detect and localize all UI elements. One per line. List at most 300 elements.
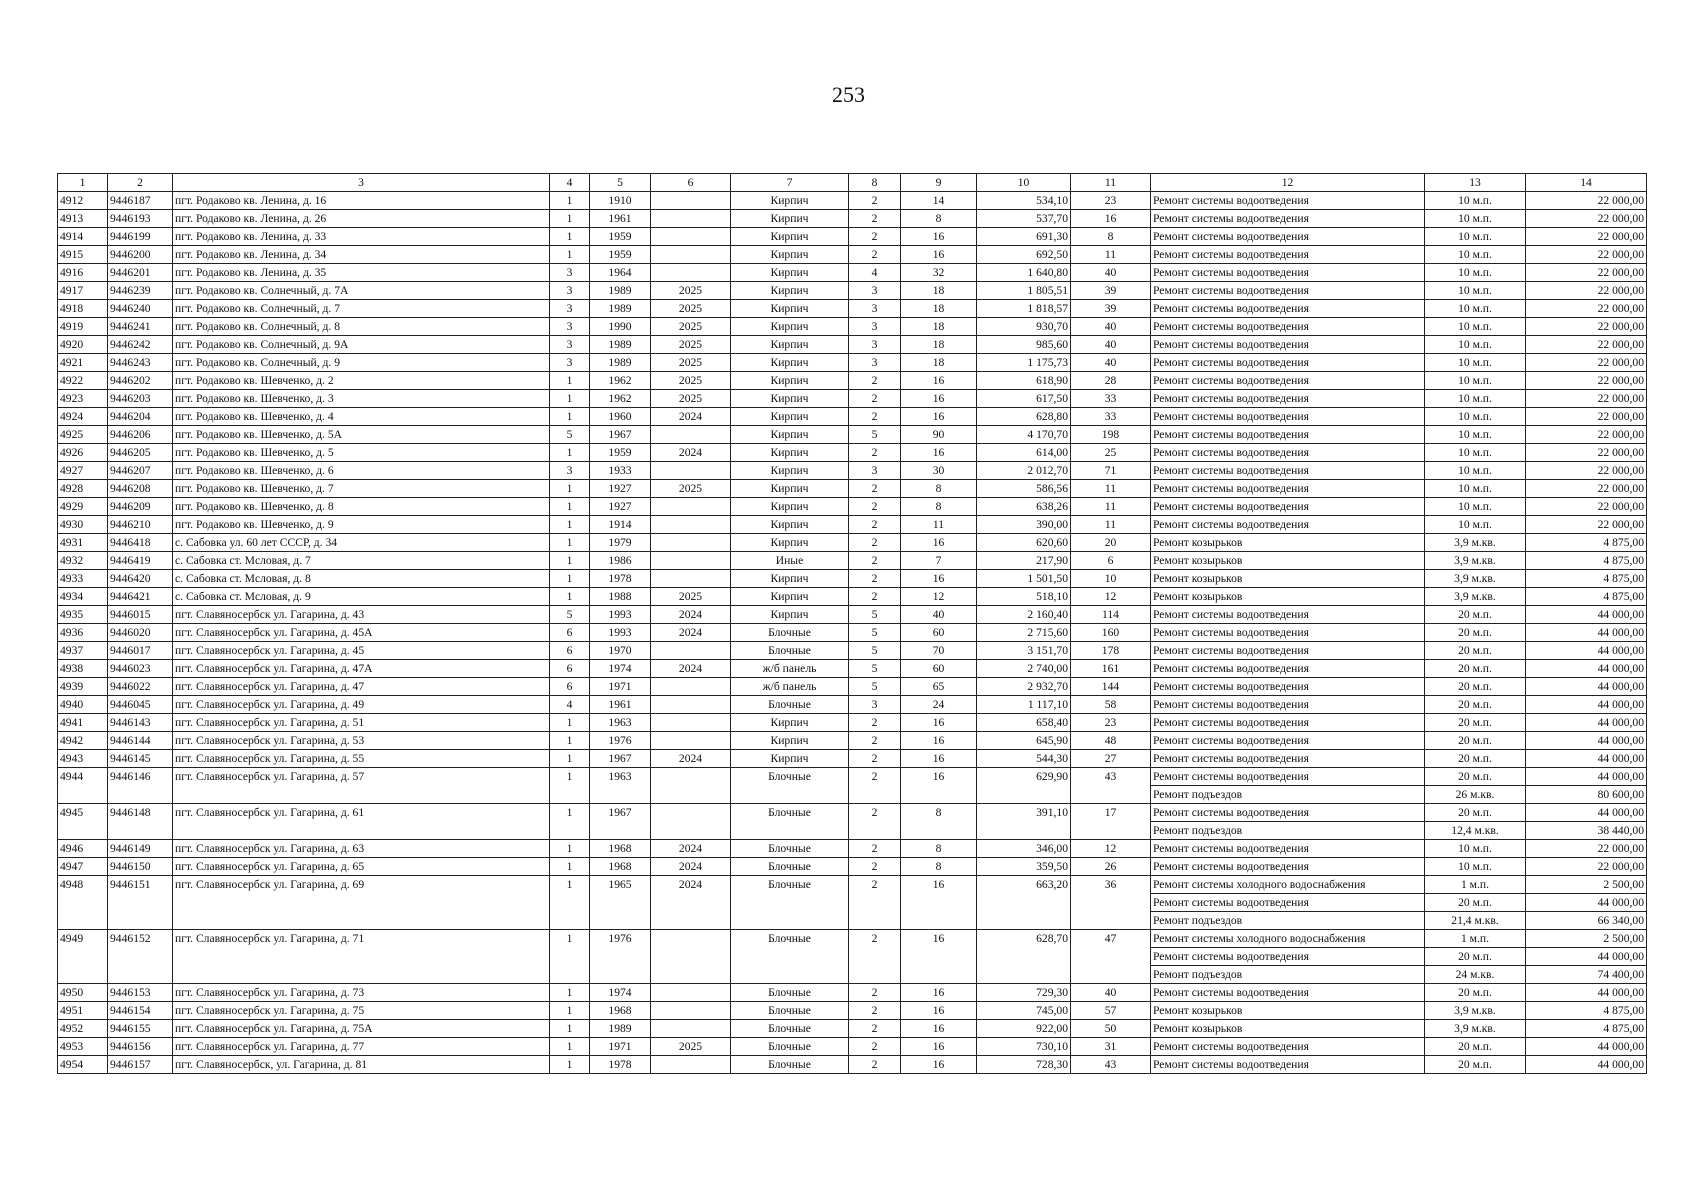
col6-cell	[651, 732, 731, 750]
work-name-cell: Ремонт системы водоотведения	[1151, 408, 1425, 426]
area-cell: 346,00	[977, 840, 1071, 858]
col11-cell: 40	[1071, 318, 1151, 336]
building-id-cell: 9446045	[108, 696, 173, 714]
work-name-cell: Ремонт системы водоотведения	[1151, 300, 1425, 318]
col8-cell: 5	[849, 426, 901, 444]
work-name-cell: Ремонт подъездов	[1151, 786, 1425, 804]
table-row	[58, 264, 1647, 282]
work-volume-cell: 20 м.п.	[1425, 804, 1526, 822]
building-id-cell: 9446017	[108, 642, 173, 660]
address-cell: пгт. Родаково кв. Солнечный, д. 9А	[173, 336, 550, 354]
col6-cell	[651, 462, 731, 480]
address-cell: пгт. Родаково кв. Шевченко, д. 4	[173, 408, 550, 426]
wall-material-cell: Кирпич	[731, 264, 849, 282]
col11-cell: 48	[1071, 732, 1151, 750]
work-name-cell: Ремонт системы водоотведения	[1151, 318, 1425, 336]
area-cell: 1 175,73	[977, 354, 1071, 372]
table-body	[58, 192, 1647, 1074]
col5-cell: 1971	[590, 1038, 651, 1056]
row-number-cell: 4924	[58, 408, 108, 426]
area-cell: 628,70	[977, 930, 1071, 984]
col8-cell: 2	[849, 732, 901, 750]
col9-cell: 60	[901, 660, 977, 678]
work-volume-cell: 20 м.п.	[1425, 948, 1526, 966]
col6-cell	[651, 930, 731, 984]
col11-cell: 26	[1071, 858, 1151, 876]
col11-cell: 39	[1071, 300, 1151, 318]
col9-cell: 16	[901, 984, 977, 1002]
col5-cell: 1967	[590, 750, 651, 768]
wall-material-cell: Кирпич	[731, 408, 849, 426]
wall-material-cell: Блочные	[731, 840, 849, 858]
col9-cell: 8	[901, 858, 977, 876]
column-number-header: 11	[1071, 174, 1151, 192]
work-volume-cell: 1 м.п.	[1425, 876, 1526, 894]
wall-material-cell: Кирпич	[731, 444, 849, 462]
col6-cell: 2025	[651, 336, 731, 354]
address-cell: с. Сабовка ст. Мсловая, д. 9	[173, 588, 550, 606]
col6-cell: 2025	[651, 588, 731, 606]
row-number-cell: 4949	[58, 930, 108, 984]
work-volume-cell: 20 м.п.	[1425, 696, 1526, 714]
row-number-cell: 4944	[58, 768, 108, 804]
work-volume-cell: 12,4 м.кв.	[1425, 822, 1526, 840]
work-cost-cell: 44 000,00	[1526, 1038, 1647, 1056]
work-name-cell: Ремонт системы водоотведения	[1151, 642, 1425, 660]
row-number-cell: 4920	[58, 336, 108, 354]
col9-cell: 18	[901, 354, 977, 372]
col8-cell: 3	[849, 462, 901, 480]
building-id-cell: 9446146	[108, 768, 173, 804]
col11-cell: 25	[1071, 444, 1151, 462]
building-id-cell: 9446239	[108, 282, 173, 300]
col11-cell: 36	[1071, 876, 1151, 930]
col6-cell	[651, 984, 731, 1002]
wall-material-cell: Кирпич	[731, 570, 849, 588]
wall-material-cell: ж/б панель	[731, 660, 849, 678]
col9-cell: 16	[901, 1020, 977, 1038]
col11-cell: 20	[1071, 534, 1151, 552]
row-number-cell: 4951	[58, 1002, 108, 1020]
table-row	[58, 372, 1647, 390]
work-cost-cell: 44 000,00	[1526, 984, 1647, 1002]
address-cell: пгт. Славяносербск ул. Гагарина, д. 45	[173, 642, 550, 660]
table-row	[58, 696, 1647, 714]
address-cell: пгт. Славяносербск ул. Гагарина, д. 53	[173, 732, 550, 750]
col5-cell: 1967	[590, 804, 651, 840]
col6-cell: 2024	[651, 444, 731, 462]
col8-cell: 3	[849, 696, 901, 714]
wall-material-cell: Блочные	[731, 804, 849, 840]
area-cell: 2 012,70	[977, 462, 1071, 480]
area-cell: 629,90	[977, 768, 1071, 804]
col4-cell: 1	[550, 480, 590, 498]
address-cell: пгт. Родаково кв. Солнечный, д. 9	[173, 354, 550, 372]
col9-cell: 18	[901, 282, 977, 300]
building-id-cell: 9446020	[108, 624, 173, 642]
col4-cell: 3	[550, 264, 590, 282]
col11-cell: 114	[1071, 606, 1151, 624]
col8-cell: 5	[849, 606, 901, 624]
col9-cell: 16	[901, 408, 977, 426]
work-cost-cell: 66 340,00	[1526, 912, 1647, 930]
col5-cell: 1964	[590, 264, 651, 282]
col4-cell: 6	[550, 642, 590, 660]
building-id-cell: 9446143	[108, 714, 173, 732]
area-cell: 544,30	[977, 750, 1071, 768]
work-volume-cell: 10 м.п.	[1425, 336, 1526, 354]
col9-cell: 8	[901, 498, 977, 516]
wall-material-cell: Кирпич	[731, 210, 849, 228]
wall-material-cell: Блочные	[731, 1038, 849, 1056]
work-cost-cell: 2 500,00	[1526, 876, 1647, 894]
col8-cell: 5	[849, 642, 901, 660]
work-volume-cell: 10 м.п.	[1425, 444, 1526, 462]
row-number-cell: 4923	[58, 390, 108, 408]
col8-cell: 2	[849, 930, 901, 984]
wall-material-cell: Блочные	[731, 858, 849, 876]
building-id-cell: 9446202	[108, 372, 173, 390]
building-id-cell: 9446200	[108, 246, 173, 264]
wall-material-cell: Блочные	[731, 696, 849, 714]
column-number-header-row	[58, 174, 1647, 192]
col6-cell: 2024	[651, 408, 731, 426]
col4-cell: 1	[550, 516, 590, 534]
work-name-cell: Ремонт системы водоотведения	[1151, 624, 1425, 642]
col6-cell: 2025	[651, 318, 731, 336]
row-number-cell: 4945	[58, 804, 108, 840]
col8-cell: 2	[849, 516, 901, 534]
work-volume-cell: 20 м.п.	[1425, 1056, 1526, 1074]
building-id-cell: 9446153	[108, 984, 173, 1002]
table-row	[58, 228, 1647, 246]
table-row	[58, 210, 1647, 228]
table-row	[58, 768, 1647, 786]
work-cost-cell: 44 000,00	[1526, 750, 1647, 768]
row-number-cell: 4941	[58, 714, 108, 732]
area-cell: 1 117,10	[977, 696, 1071, 714]
wall-material-cell: Кирпич	[731, 750, 849, 768]
row-number-cell: 4918	[58, 300, 108, 318]
col5-cell: 1927	[590, 480, 651, 498]
column-number-header: 1	[58, 174, 108, 192]
work-cost-cell: 44 000,00	[1526, 1056, 1647, 1074]
col8-cell: 2	[849, 552, 901, 570]
col4-cell: 1	[550, 390, 590, 408]
work-cost-cell: 22 000,00	[1526, 354, 1647, 372]
work-name-cell: Ремонт системы водоотведения	[1151, 354, 1425, 372]
work-name-cell: Ремонт системы холодного водоснабжения	[1151, 876, 1425, 894]
col4-cell: 1	[550, 192, 590, 210]
building-id-cell: 9446151	[108, 876, 173, 930]
work-name-cell: Ремонт системы водоотведения	[1151, 210, 1425, 228]
row-number-cell: 4929	[58, 498, 108, 516]
col11-cell: 12	[1071, 588, 1151, 606]
col4-cell: 1	[550, 1002, 590, 1020]
wall-material-cell: Кирпич	[731, 516, 849, 534]
work-cost-cell: 4 875,00	[1526, 570, 1647, 588]
wall-material-cell: Иные	[731, 552, 849, 570]
wall-material-cell: Кирпич	[731, 480, 849, 498]
work-cost-cell: 44 000,00	[1526, 606, 1647, 624]
work-volume-cell: 20 м.п.	[1425, 768, 1526, 786]
work-name-cell: Ремонт подъездов	[1151, 966, 1425, 984]
area-cell: 692,50	[977, 246, 1071, 264]
table-row	[58, 858, 1647, 876]
col4-cell: 6	[550, 624, 590, 642]
col5-cell: 1967	[590, 426, 651, 444]
col4-cell: 5	[550, 426, 590, 444]
col4-cell: 1	[550, 768, 590, 804]
table-row	[58, 660, 1647, 678]
col4-cell: 1	[550, 498, 590, 516]
table-row	[58, 534, 1647, 552]
column-number-header: 10	[977, 174, 1071, 192]
work-cost-cell: 22 000,00	[1526, 408, 1647, 426]
col9-cell: 16	[901, 750, 977, 768]
work-name-cell: Ремонт системы водоотведения	[1151, 480, 1425, 498]
col11-cell: 39	[1071, 282, 1151, 300]
row-number-cell: 4928	[58, 480, 108, 498]
area-cell: 930,70	[977, 318, 1071, 336]
col6-cell: 2024	[651, 624, 731, 642]
col5-cell: 1968	[590, 858, 651, 876]
building-id-cell: 9446243	[108, 354, 173, 372]
address-cell: пгт. Родаково кв. Шевченко, д. 6	[173, 462, 550, 480]
work-name-cell: Ремонт козырьков	[1151, 534, 1425, 552]
work-name-cell: Ремонт системы водоотведения	[1151, 516, 1425, 534]
table-row	[58, 606, 1647, 624]
wall-material-cell: Кирпич	[731, 498, 849, 516]
col6-cell: 2025	[651, 354, 731, 372]
col9-cell: 16	[901, 714, 977, 732]
work-name-cell: Ремонт системы водоотведения	[1151, 804, 1425, 822]
table-row	[58, 1056, 1647, 1074]
wall-material-cell: Блочные	[731, 1020, 849, 1038]
col4-cell: 1	[550, 444, 590, 462]
work-name-cell: Ремонт системы водоотведения	[1151, 444, 1425, 462]
col11-cell: 40	[1071, 336, 1151, 354]
work-cost-cell: 22 000,00	[1526, 444, 1647, 462]
col9-cell: 8	[901, 840, 977, 858]
address-cell: пгт. Родаково кв. Шевченко, д. 2	[173, 372, 550, 390]
col6-cell	[651, 246, 731, 264]
work-name-cell: Ремонт системы водоотведения	[1151, 426, 1425, 444]
row-number-cell: 4954	[58, 1056, 108, 1074]
work-name-cell: Ремонт системы водоотведения	[1151, 948, 1425, 966]
col4-cell: 3	[550, 336, 590, 354]
col11-cell: 11	[1071, 516, 1151, 534]
col4-cell: 1	[550, 570, 590, 588]
area-cell: 728,30	[977, 1056, 1071, 1074]
page-number: 253	[832, 82, 865, 107]
building-id-cell: 9446187	[108, 192, 173, 210]
address-cell: пгт. Родаково кв. Шевченко, д. 8	[173, 498, 550, 516]
col9-cell: 16	[901, 732, 977, 750]
work-cost-cell: 22 000,00	[1526, 318, 1647, 336]
table-row	[58, 732, 1647, 750]
column-number-header: 14	[1526, 174, 1647, 192]
building-id-cell: 9446150	[108, 858, 173, 876]
address-cell: пгт. Родаково кв. Шевченко, д. 3	[173, 390, 550, 408]
col6-cell: 2025	[651, 282, 731, 300]
work-volume-cell: 20 м.п.	[1425, 678, 1526, 696]
address-cell: пгт. Славяносербск ул. Гагарина, д. 69	[173, 876, 550, 930]
table-row	[58, 300, 1647, 318]
col5-cell: 1914	[590, 516, 651, 534]
work-name-cell: Ремонт системы водоотведения	[1151, 732, 1425, 750]
table-row	[58, 516, 1647, 534]
work-volume-cell: 3,9 м.кв.	[1425, 552, 1526, 570]
col9-cell: 40	[901, 606, 977, 624]
col5-cell: 1993	[590, 624, 651, 642]
table-row	[58, 246, 1647, 264]
row-number-cell: 4930	[58, 516, 108, 534]
col9-cell: 7	[901, 552, 977, 570]
row-number-cell: 4927	[58, 462, 108, 480]
col5-cell: 1968	[590, 1002, 651, 1020]
area-cell: 1 640,80	[977, 264, 1071, 282]
col5-cell: 1976	[590, 732, 651, 750]
work-cost-cell: 44 000,00	[1526, 660, 1647, 678]
work-volume-cell: 20 м.п.	[1425, 984, 1526, 1002]
col5-cell: 1989	[590, 1020, 651, 1038]
col8-cell: 2	[849, 840, 901, 858]
col6-cell	[651, 228, 731, 246]
col11-cell: 160	[1071, 624, 1151, 642]
work-volume-cell: 20 м.п.	[1425, 606, 1526, 624]
table-row	[58, 750, 1647, 768]
work-cost-cell: 44 000,00	[1526, 948, 1647, 966]
work-volume-cell: 10 м.п.	[1425, 408, 1526, 426]
work-name-cell: Ремонт системы водоотведения	[1151, 1038, 1425, 1056]
table-row	[58, 192, 1647, 210]
work-name-cell: Ремонт системы водоотведения	[1151, 246, 1425, 264]
work-volume-cell: 20 м.п.	[1425, 1038, 1526, 1056]
wall-material-cell: Кирпич	[731, 318, 849, 336]
row-number-cell: 4931	[58, 534, 108, 552]
col6-cell	[651, 264, 731, 282]
work-cost-cell: 22 000,00	[1526, 426, 1647, 444]
work-cost-cell: 22 000,00	[1526, 462, 1647, 480]
col8-cell: 2	[849, 498, 901, 516]
col9-cell: 24	[901, 696, 977, 714]
col4-cell: 3	[550, 318, 590, 336]
work-cost-cell: 22 000,00	[1526, 228, 1647, 246]
col11-cell: 27	[1071, 750, 1151, 768]
wall-material-cell: Кирпич	[731, 282, 849, 300]
table-row	[58, 1038, 1647, 1056]
column-number-header: 4	[550, 174, 590, 192]
work-volume-cell: 3,9 м.кв.	[1425, 570, 1526, 588]
col6-cell	[651, 1020, 731, 1038]
col5-cell: 1971	[590, 678, 651, 696]
col11-cell: 33	[1071, 408, 1151, 426]
work-cost-cell: 44 000,00	[1526, 624, 1647, 642]
work-cost-cell: 44 000,00	[1526, 642, 1647, 660]
table-row	[58, 444, 1647, 462]
area-cell: 1 805,51	[977, 282, 1071, 300]
work-cost-cell: 22 000,00	[1526, 858, 1647, 876]
address-cell: пгт. Родаково кв. Шевченко, д. 7	[173, 480, 550, 498]
col6-cell	[651, 570, 731, 588]
work-volume-cell: 21,4 м.кв.	[1425, 912, 1526, 930]
work-name-cell: Ремонт подъездов	[1151, 822, 1425, 840]
col8-cell: 2	[849, 246, 901, 264]
work-name-cell: Ремонт козырьков	[1151, 570, 1425, 588]
table-row	[58, 498, 1647, 516]
address-cell: пгт. Славяносербск, ул. Гагарина, д. 81	[173, 1056, 550, 1074]
address-cell: с. Сабовка ст. Мсловая, д. 7	[173, 552, 550, 570]
table-row	[58, 804, 1647, 822]
col6-cell	[651, 426, 731, 444]
building-id-cell: 9446208	[108, 480, 173, 498]
work-name-cell: Ремонт системы водоотведения	[1151, 264, 1425, 282]
col9-cell: 16	[901, 390, 977, 408]
col11-cell: 10	[1071, 570, 1151, 588]
wall-material-cell: Кирпич	[731, 192, 849, 210]
col6-cell	[651, 498, 731, 516]
table-row	[58, 390, 1647, 408]
col11-cell: 11	[1071, 480, 1151, 498]
col11-cell: 50	[1071, 1020, 1151, 1038]
col11-cell: 178	[1071, 642, 1151, 660]
column-number-header: 2	[108, 174, 173, 192]
col5-cell: 1989	[590, 300, 651, 318]
table-row	[58, 642, 1647, 660]
col8-cell: 2	[849, 192, 901, 210]
building-id-cell: 9446240	[108, 300, 173, 318]
work-name-cell: Ремонт системы водоотведения	[1151, 750, 1425, 768]
building-id-cell: 9446148	[108, 804, 173, 840]
table-row	[58, 570, 1647, 588]
col9-cell: 16	[901, 768, 977, 804]
row-number-cell: 4917	[58, 282, 108, 300]
col9-cell: 8	[901, 804, 977, 840]
row-number-cell: 4947	[58, 858, 108, 876]
work-cost-cell: 22 000,00	[1526, 192, 1647, 210]
area-cell: 4 170,70	[977, 426, 1071, 444]
work-volume-cell: 10 м.п.	[1425, 840, 1526, 858]
work-name-cell: Ремонт системы водоотведения	[1151, 660, 1425, 678]
area-cell: 985,60	[977, 336, 1071, 354]
col9-cell: 14	[901, 192, 977, 210]
col4-cell: 3	[550, 354, 590, 372]
col9-cell: 18	[901, 300, 977, 318]
work-name-cell: Ремонт системы водоотведения	[1151, 336, 1425, 354]
col8-cell: 4	[849, 264, 901, 282]
col5-cell: 1959	[590, 228, 651, 246]
work-cost-cell: 74 400,00	[1526, 966, 1647, 984]
wall-material-cell: Кирпич	[731, 246, 849, 264]
row-number-cell: 4936	[58, 624, 108, 642]
row-number-cell: 4943	[58, 750, 108, 768]
column-number-header: 7	[731, 174, 849, 192]
work-cost-cell: 80 600,00	[1526, 786, 1647, 804]
work-name-cell: Ремонт козырьков	[1151, 1020, 1425, 1038]
col9-cell: 60	[901, 624, 977, 642]
work-name-cell: Ремонт системы водоотведения	[1151, 228, 1425, 246]
work-cost-cell: 44 000,00	[1526, 768, 1647, 786]
building-id-cell: 9446199	[108, 228, 173, 246]
col5-cell: 1976	[590, 930, 651, 984]
row-number-cell: 4952	[58, 1020, 108, 1038]
row-number-cell: 4934	[58, 588, 108, 606]
col5-cell: 1993	[590, 606, 651, 624]
table-row	[58, 624, 1647, 642]
building-id-cell: 9446156	[108, 1038, 173, 1056]
work-volume-cell: 20 м.п.	[1425, 660, 1526, 678]
